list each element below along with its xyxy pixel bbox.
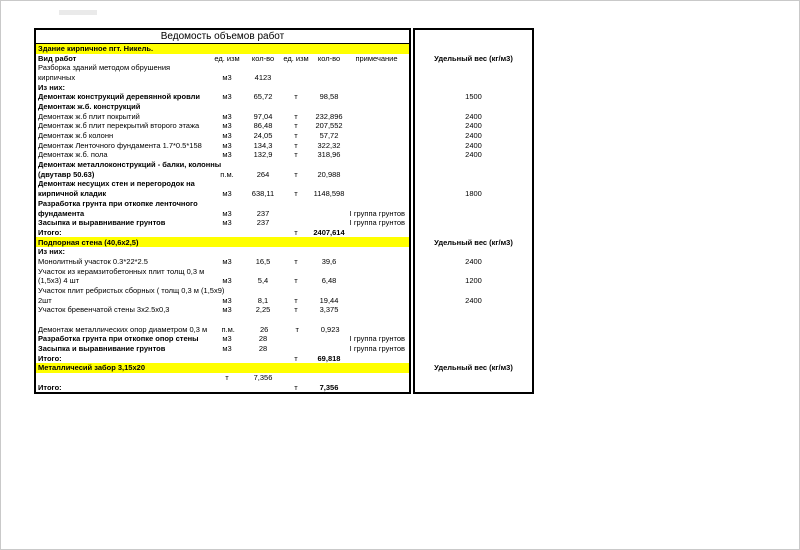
unit-weight-value: 2400 <box>465 295 482 305</box>
unit-weight-value: 2400 <box>465 121 482 131</box>
unit-weight-value <box>415 44 532 54</box>
unit-weight-panel-body <box>415 44 532 392</box>
cell-name: Демонтаж несущих стен и перегородок на <box>38 179 195 189</box>
table-row <box>36 276 409 286</box>
cell-q2: 39,6 <box>321 256 337 266</box>
cell-q2: 232,896 <box>315 111 343 121</box>
cell-q1: 237 <box>256 208 270 218</box>
cell-name: Итого: <box>38 227 62 237</box>
cell-q2: 20,988 <box>317 169 341 179</box>
cell-name: Засыпка и выравнивание грунтов <box>38 218 166 228</box>
cell-q1: 264 <box>256 169 270 179</box>
table-row <box>36 373 409 383</box>
unit-weight-value <box>415 160 532 170</box>
cell-q2: 0,923 <box>320 324 340 334</box>
worksheet-table <box>34 28 411 394</box>
unit-weight-value <box>415 315 532 325</box>
unit-weight-value <box>415 170 532 180</box>
document-title: Ведомость объемов работ <box>36 30 409 44</box>
cell-note: I группа грунтов <box>349 218 405 228</box>
unit-weight-value <box>415 199 532 209</box>
cell-u1: м3 <box>222 121 232 131</box>
cell-u2: т <box>294 227 298 237</box>
table-row <box>36 92 409 102</box>
unit-weight-value: 2400 <box>465 131 482 141</box>
table-row <box>36 63 409 73</box>
cell-note: I группа грунтов <box>349 334 405 344</box>
cell-u2: т <box>294 140 298 150</box>
unit-weight-value <box>415 63 532 73</box>
unit-weight-value: 2400 <box>465 150 482 160</box>
cell-name: Демонтаж металлических опор диаметром 0,3 м <box>38 324 208 334</box>
cell-note: примечание <box>355 53 398 63</box>
cell-name: (двутавр 50.63) <box>38 169 95 179</box>
unit-weight-panel-spacer <box>415 30 532 44</box>
cell-u1: ед. изм <box>214 53 240 63</box>
table-row <box>36 208 409 218</box>
unit-weight-value: 2400 <box>465 140 482 150</box>
cell-name: Демонтаж конструкций деревянной кровли <box>38 92 200 102</box>
table-row <box>36 383 409 393</box>
cell-u1: т <box>225 372 229 382</box>
cell-u1: м3 <box>222 256 232 266</box>
cell-u2: т <box>294 276 298 286</box>
cell-u2: т <box>294 305 298 315</box>
unit-weight-value <box>415 324 532 334</box>
table-row <box>36 266 409 276</box>
unit-weight-value: 1800 <box>465 189 482 199</box>
table-row <box>36 189 409 199</box>
cell-q2: 322,32 <box>317 140 341 150</box>
table-row <box>36 247 409 257</box>
cell-q1: 65,72 <box>253 92 273 102</box>
table-row <box>36 305 409 315</box>
table-row <box>36 334 409 344</box>
unit-weight-value <box>415 344 532 354</box>
cell-name: Демонтаж металлоконструкций - балки, колонны <box>38 160 222 170</box>
cell-q1: 28 <box>258 334 268 344</box>
cell-u2: т <box>294 150 298 160</box>
cell-q1: 7,356 <box>253 372 273 382</box>
cell-u1: м3 <box>222 140 232 150</box>
cell-name: Демонтаж ж.б. конструкций <box>38 102 141 112</box>
cell-name: Разработка грунта при откопке опор стены <box>38 334 199 344</box>
unit-weight-value <box>415 373 532 383</box>
table-row <box>36 315 409 325</box>
cell-name: Из них: <box>38 247 66 257</box>
unit-weight-value <box>415 102 532 112</box>
cell-name: Разработка грунта при откопке ленточного <box>38 198 198 208</box>
cell-name: Демонтаж Ленточного фундамента 1.7*0.5*158 <box>38 140 202 150</box>
cell-q1: 28 <box>258 343 268 353</box>
cell-name: Здание кирпичное пгт. Никель. <box>38 44 154 54</box>
table-row <box>36 199 409 209</box>
cell-q1: 5,4 <box>257 276 269 286</box>
cell-q1: 132,9 <box>253 150 273 160</box>
unit-weight-value <box>415 83 532 93</box>
cell-q1: 16,5 <box>255 256 271 266</box>
unit-weight-value <box>415 266 532 276</box>
table-row <box>36 344 409 354</box>
cell-name: Разборка зданий методом обрушения <box>38 63 171 73</box>
unit-weight-value <box>415 218 532 228</box>
table-row <box>36 160 409 170</box>
cell-u1: м3 <box>222 305 232 315</box>
cell-u2: т <box>294 121 298 131</box>
unit-weight-value <box>415 247 532 257</box>
cell-q2: 98,58 <box>319 92 339 102</box>
cell-q1: 638,11 <box>251 189 275 199</box>
section-header-row <box>36 44 409 54</box>
cell-u2: т <box>295 324 299 334</box>
cell-name: (1,5х3) 4 шт <box>38 276 80 286</box>
cell-q2: 1148,598 <box>313 189 345 199</box>
cell-u2: т <box>294 256 298 266</box>
cell-q1: 97,04 <box>253 111 273 121</box>
cell-q2: 318,96 <box>317 150 341 160</box>
cell-name: Демонтаж ж.б колонн <box>38 131 114 141</box>
unit-weight-value <box>415 383 532 393</box>
unit-weight-value <box>415 286 532 296</box>
cell-name: Засыпка и выравнивание грунтов <box>38 343 166 353</box>
cell-u1: м3 <box>222 92 232 102</box>
cell-q2: 207,552 <box>315 121 343 131</box>
cell-q2: 57,72 <box>319 131 339 141</box>
cell-q2: кол-во <box>317 53 341 63</box>
cell-name: Участок бревенчатой стены 3х2.5х0,3 <box>38 305 170 315</box>
cell-u1: м3 <box>222 276 232 286</box>
cell-u2: т <box>294 131 298 141</box>
cell-q1: 2,25 <box>255 305 271 315</box>
table-body <box>36 44 409 392</box>
cell-u1: м3 <box>222 334 232 344</box>
cell-name: Демонтаж ж.б плит покрытий <box>38 111 140 121</box>
unit-weight-header: Удельный вес (кг/м3) <box>434 237 513 247</box>
cell-q1: 4123 <box>254 73 272 83</box>
cell-name: Участок из керамзитобетонных плит толщ 0,3 м <box>38 266 205 276</box>
cell-q2: 6,48 <box>321 276 337 286</box>
cell-name: Демонтаж ж.б. пола <box>38 150 108 160</box>
cell-q1: 8,1 <box>257 295 269 305</box>
unit-weight-value: 1500 <box>465 92 482 102</box>
cell-name: Металличесий забор 3,15х20 <box>38 363 145 373</box>
cell-u2: т <box>294 169 298 179</box>
table-row <box>36 228 409 238</box>
unit-weight-value: 2400 <box>465 111 482 121</box>
cell-name: Демонтаж ж.б плит перекрытий второго этажа <box>38 121 200 131</box>
cell-u2: т <box>294 353 298 363</box>
column-header-row <box>36 54 409 64</box>
cell-name: фундамента <box>38 208 85 218</box>
cell-name: Вид работ <box>38 53 77 63</box>
unit-weight-value <box>415 208 532 218</box>
table-row <box>36 112 409 122</box>
cell-q1: 86,48 <box>253 121 273 131</box>
cell-q1: 26 <box>260 324 269 334</box>
cell-name: Итого: <box>38 382 62 392</box>
section-header-row <box>36 363 409 373</box>
cell-u1: м3 <box>222 73 232 83</box>
table-row <box>36 131 409 141</box>
unit-weight-value <box>415 228 532 238</box>
cell-q2: 3,375 <box>319 305 339 315</box>
cell-q2: 7,356 <box>319 382 339 392</box>
cell-u1: м3 <box>222 131 232 141</box>
cell-u1: п.м. <box>220 169 234 179</box>
cell-u1: м3 <box>222 111 232 121</box>
cell-u1: м3 <box>222 218 232 228</box>
unit-weight-value <box>415 354 532 364</box>
table-row <box>36 73 409 83</box>
unit-weight-value: 2400 <box>465 256 482 266</box>
cell-name: кирпичной кладик <box>38 189 107 199</box>
table-row <box>36 324 409 334</box>
cell-note: I группа грунтов <box>349 343 405 353</box>
table-row <box>36 218 409 228</box>
cell-u1: м3 <box>222 343 232 353</box>
cell-q1: кол-во <box>251 53 275 63</box>
cell-name: Из них: <box>38 82 66 92</box>
cell-u1: п.м. <box>221 324 235 334</box>
cell-u1: м3 <box>222 208 232 218</box>
cell-q1: 134,3 <box>253 140 273 150</box>
unit-weight-header: Удельный вес (кг/м3) <box>434 53 513 63</box>
table-row <box>36 102 409 112</box>
cell-u1: м3 <box>222 150 232 160</box>
table-row <box>36 141 409 151</box>
unit-weight-value <box>415 179 532 189</box>
cell-name: Итого: <box>38 353 62 363</box>
unit-weight-value: 1200 <box>465 276 482 286</box>
cell-name: Участок плит ребристых сборных ( толщ 0,3 м (1,5х9) <box>38 285 225 295</box>
unit-weight-value <box>415 334 532 344</box>
cell-u2: ед. изм <box>283 53 309 63</box>
unit-weight-header: Удельный вес (кг/м3) <box>434 363 513 373</box>
table-row <box>36 121 409 131</box>
cell-name: кирпичных <box>38 73 76 83</box>
unit-weight-value <box>415 73 532 83</box>
table-row <box>36 150 409 160</box>
cell-u2: т <box>294 189 298 199</box>
cell-note: I группа грунтов <box>349 208 405 218</box>
cell-name: Монолитный участок 0.3*22*2.5 <box>38 256 148 266</box>
table-row <box>36 179 409 189</box>
table-row <box>36 354 409 364</box>
table-row <box>36 295 409 305</box>
cell-name: 2шт <box>38 295 52 305</box>
unit-weight-value <box>415 305 532 315</box>
unit-weight-panel <box>413 28 534 394</box>
cell-q2: 2407,614 <box>313 227 345 237</box>
cell-q1: 24,05 <box>253 131 273 141</box>
table-row <box>36 286 409 296</box>
table-row <box>36 170 409 180</box>
cell-q2: 69,818 <box>317 353 341 363</box>
cell-u2: т <box>294 92 298 102</box>
table-row <box>36 83 409 93</box>
cell-u1: м3 <box>222 295 232 305</box>
cell-u2: т <box>294 111 298 121</box>
cell-u2: т <box>294 382 298 392</box>
cell-q2: 19,44 <box>319 295 339 305</box>
cell-u2: т <box>294 295 298 305</box>
section-header-row <box>36 237 409 247</box>
table-row <box>36 257 409 267</box>
cell-u1: м3 <box>222 189 232 199</box>
cell-q1: 237 <box>256 218 270 228</box>
print-artifact <box>59 10 97 15</box>
cell-name: Подпорная стена (40,6х2,5) <box>38 237 139 247</box>
